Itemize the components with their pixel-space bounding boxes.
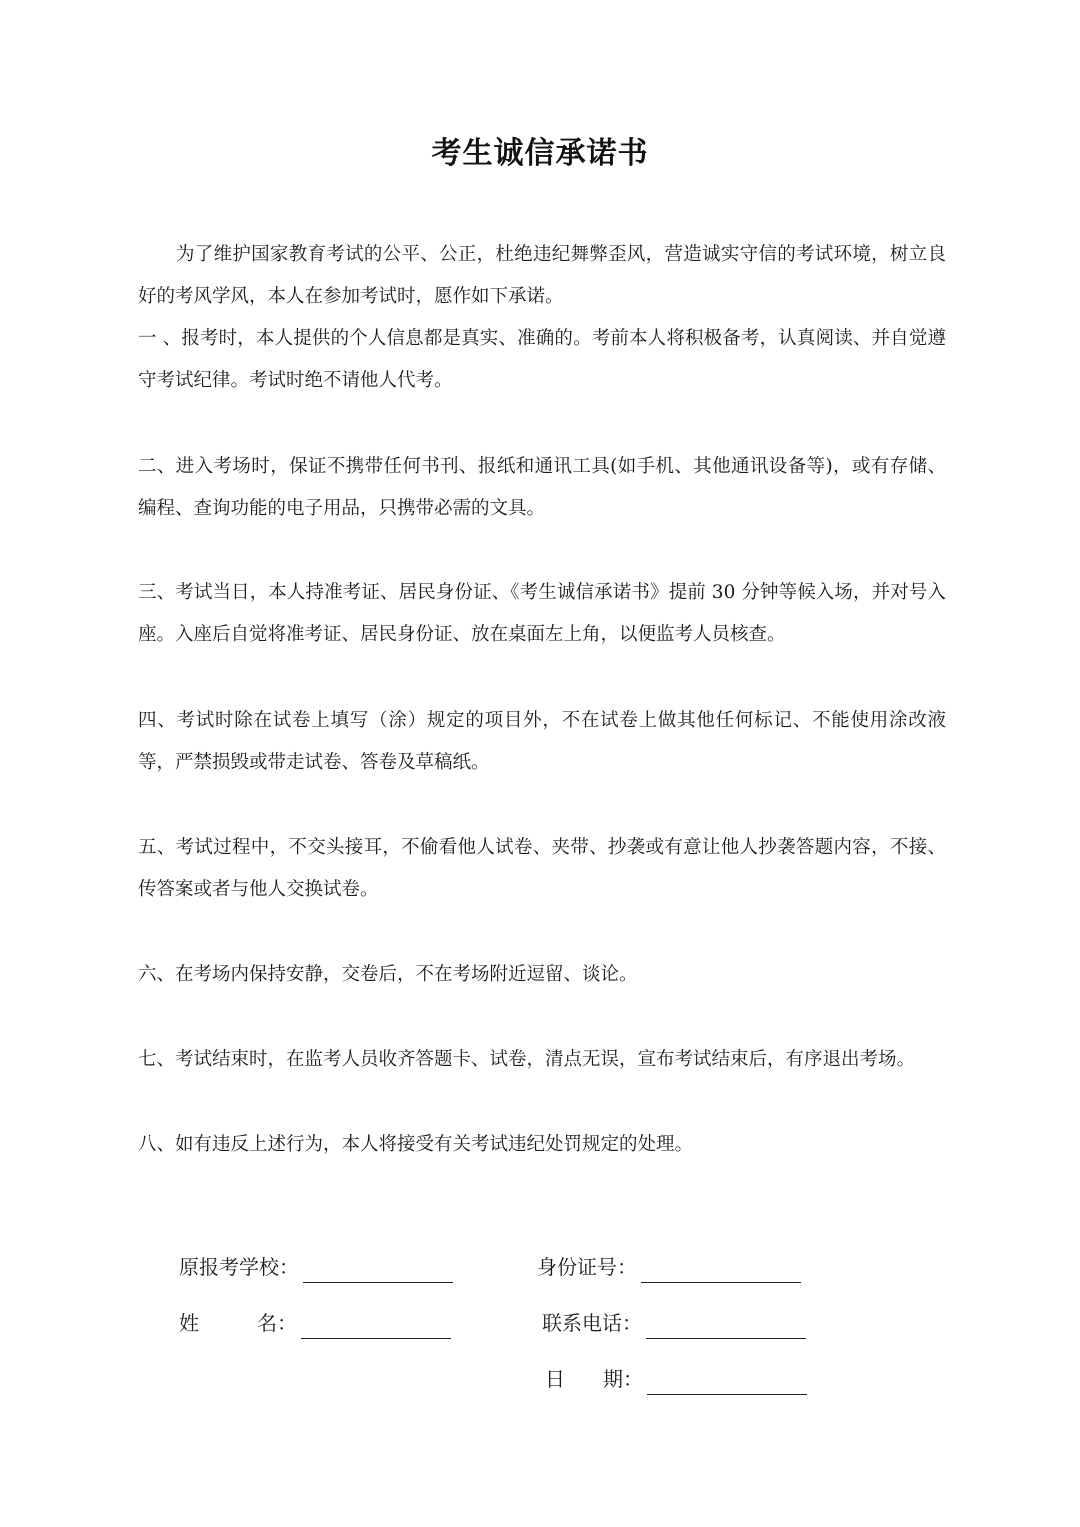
name-blank[interactable] — [301, 1314, 451, 1339]
clause-6: 六、在考场内保持安静，交卷后，不在考场附近逗留、谈论。 — [138, 964, 638, 985]
date-label-2: 期： — [603, 1367, 643, 1391]
intro-paragraph: 为了维护国家教育考试的公平、公正，杜绝违纪舞弊歪风，营造诚实守信的考试环境，树立良好的考风学风，本人在参加考试时，愿作如下承诺。 — [138, 244, 946, 307]
clause-3: 三、考试当日，本人持准考证、居民身份证、《考生诚信承诺书》提前 30 分钟等候入场，并对号入座。入座后自觉将准考证、居民身份证、放在桌面左上角，以便监考人员核查。 — [138, 582, 946, 645]
school-blank[interactable] — [303, 1258, 453, 1283]
date-blank[interactable] — [647, 1370, 807, 1395]
clause-8: 八、如有违反上述行为，本人将接受有关考试违纪处罚规定的处理。 — [138, 1134, 694, 1155]
clause-2: 二、进入考场时，保证不携带任何书刊、报纸和通讯工具(如手机、其他通讯设备等)，或有存储、编程、查询功能的电子用品，只携带必需的文具。 — [138, 456, 946, 519]
id-label: 身份证号： — [537, 1255, 637, 1279]
phone-blank[interactable] — [646, 1314, 806, 1339]
clause-4: 四、考试时除在试卷上填写（涂）规定的项目外，不在试卷上做其他任何标记、不能使用涂改液等，严禁损毁或带走试卷、答卷及草稿纸。 — [138, 710, 946, 773]
id-blank[interactable] — [641, 1258, 801, 1283]
school-field — [179, 1251, 453, 1283]
school-label: 原报考学校： — [179, 1255, 299, 1279]
clause-5: 五、考试过程中，不交头接耳，不偷看他人试卷、夹带、抄袭或有意让他人抄袭答题内容，不接、传答案或者与他人交换试卷。 — [138, 837, 946, 900]
name-label-2: 名： — [257, 1311, 297, 1335]
date-label-1: 日 — [545, 1367, 565, 1391]
document-title: 考生诚信承诺书 — [431, 136, 649, 171]
date-field — [545, 1363, 807, 1395]
id-field — [537, 1251, 801, 1283]
phone-label: 联系电话： — [542, 1311, 642, 1335]
clause-1: 一 、报考时，本人提供的个人信息都是真实、准确的。考前本人将积极备考，认真阅读、并自觉遵守考试纪律。考试时绝不请他人代考。 — [138, 328, 946, 391]
phone-field — [542, 1307, 806, 1339]
name-label-1: 姓 — [179, 1311, 199, 1335]
name-field — [179, 1307, 451, 1339]
clause-7: 七、考试结束时，在监考人员收齐答题卡、试卷，清点无误，宣布考试结束后，有序退出考场。 — [138, 1049, 916, 1070]
